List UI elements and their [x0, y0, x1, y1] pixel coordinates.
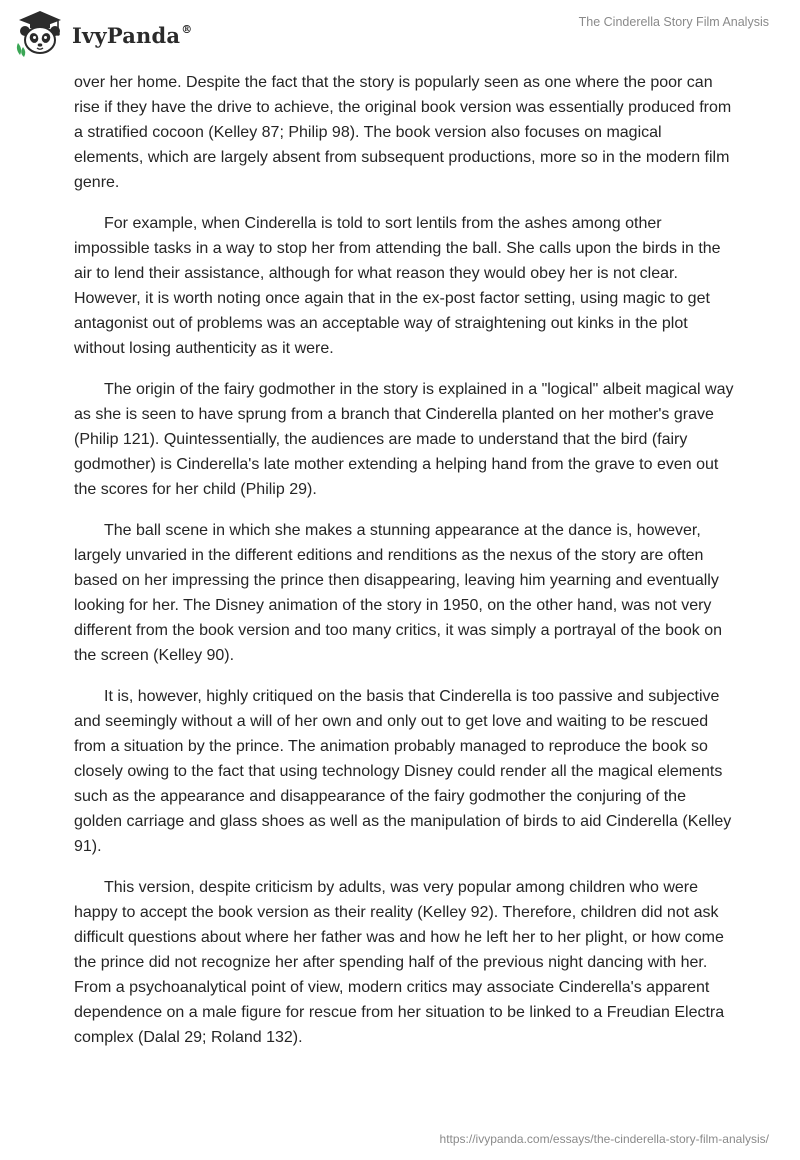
document-title: The Cinderella Story Film Analysis: [578, 15, 769, 29]
paragraph: The ball scene in which she makes a stunning appearance at the dance is, however, largely unvaried in the different editions and renditions as the nexus of the story are often based on her impressing the prince then disappearing, leaving him yearning and eventually looking for her. The Disney animation of the story in 1950, on the other hand, was not very different from the book version and too many critics, it was simply a portrayal of the book on the screen (Kelley 90).: [74, 522, 723, 664]
panda-graduate-icon: [14, 9, 66, 57]
source-url-link[interactable]: https://ivypanda.com/essays/the-cinderella-story-film-analysis/: [439, 1132, 769, 1146]
page-header: [0, 0, 800, 70]
paragraph: This version, despite criticism by adults, was very popular among children who were happy to accept the book version as their reality (Kelley 92). Therefore, children did not ask difficult questions about where her father was and how he left her to her plight, or how come the prince did not recognize her after spending half of the previous night dancing with her. From a psychoanalytical point of view, modern critics may associate Cinderella's apparent dependence on a male figure for rescue from her situation to be linked to a Freudian Electra complex (Dalal 29; Roland 132).: [74, 879, 725, 1046]
paragraph: For example, when Cinderella is told to sort lentils from the ashes among other impossible tasks in a way to stop her from attending the ball. She calls upon the birds in the air to lend their assistance, although for what reason they would obey her is not clear. However, it is worth noting once again that in the ex-post factor setting, using magic to get antagonist out of problems was an acceptable way of straightening out kinks in the plot without losing authenticity as it were.: [74, 215, 721, 357]
paragraph: It is, however, highly critiqued on the basis that Cinderella is too passive and subjective and seemingly without a will of her own and only out to get love and waiting to be rescued from a situation by the prince. The animation probably managed to reproduce the book so closely owing to the fact that using technology Disney could render all the magical elements such as the appearance and disappearance of the fairy godmother the conjuring of the golden carriage and glass shoes as well as the manipulation of birds to aid Cinderella (Kelley 91).: [74, 688, 732, 855]
paragraph: The origin of the fairy godmother in the story is explained in a "logical" albeit magical way as she is seen to have sprung from a branch that Cinderella planted on her mother's grave (Philip 121). Quintessentially, the audiences are made to understand that the bird (fairy godmother) is Cinderella's late mother extending a helping hand from the grave to even out the scores for her child (Philip 29).: [74, 381, 734, 498]
essay-body: [74, 70, 734, 1066]
ivypanda-logo[interactable]: [14, 9, 192, 57]
logo-wordmark: IvyPanda®: [72, 22, 193, 48]
paragraph-continued: over her home. Despite the fact that the story is popularly seen as one where the poor can rise if they have the drive to achieve, the original book version was essentially produced from a stratified cocoon (Kelley 87; Philip 98). The book version also focuses on magical elements, which are largely absent from subsequent productions, more so in the modern film genre.: [74, 74, 732, 191]
